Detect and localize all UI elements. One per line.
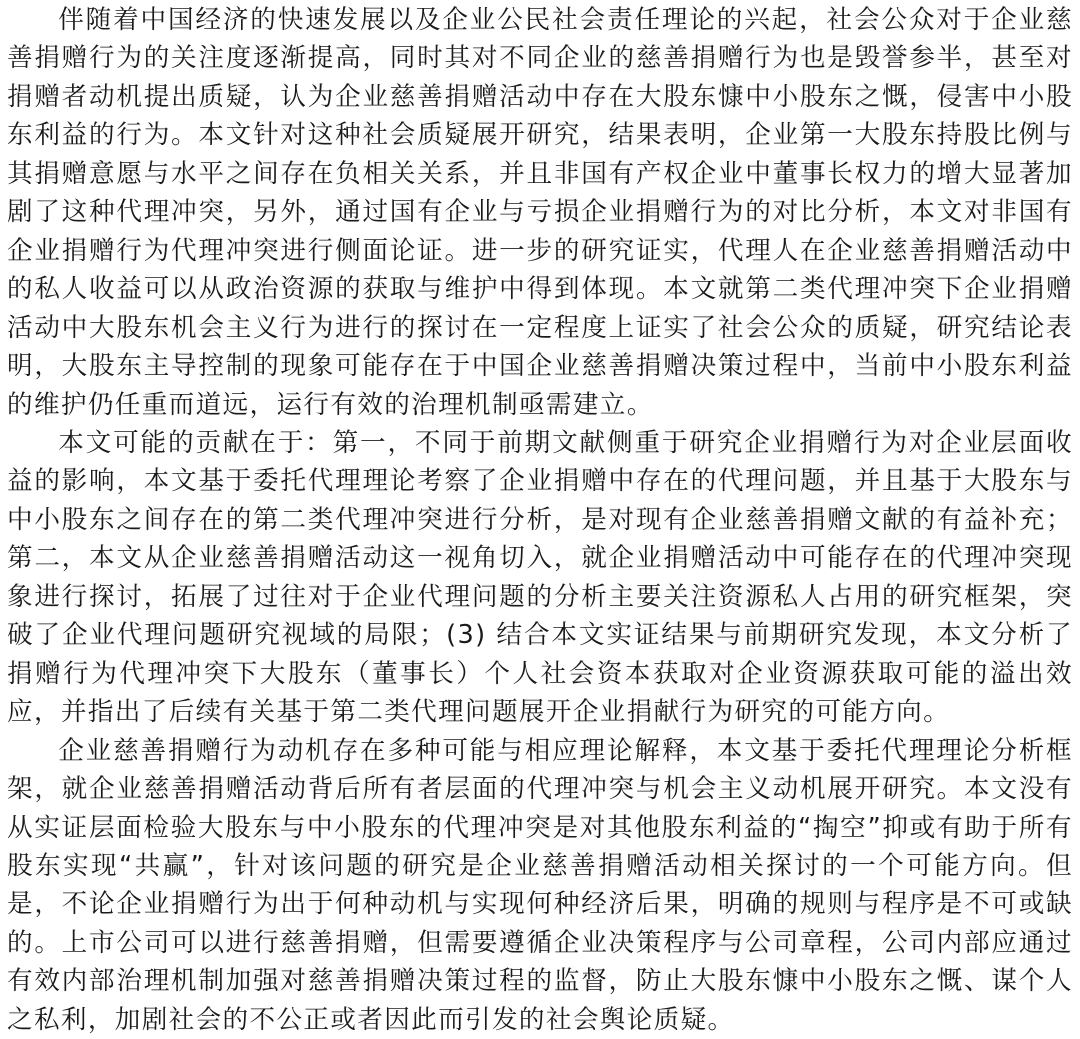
document-body [7,1,1073,1039]
paragraph-contributions: 本文可能的贡献在于：第一，不同于前期文献侧重于研究企业捐赠行为对企业层面收益的影响，本文基于委托代理理论考察了企业捐赠中存在的代理问题，并且基于大股东与中小股东之间存在的第二类代理冲突进行分析，是对现有企业慈善捐赠文献的有益补充；第二，本文从企业慈善捐赠活动这一视角切入，就企业捐赠活动中可能存在的代理冲突现象进行探讨，拓展了过往对于企业代理问题的分析主要关注资源私人占用的研究框架，突破了企业代理问题研究视域的局限；(3) 结合本文实证结果与前期研究发现，本文分析了捐赠行为代理冲突下大股东（董事长）个人社会资本获取对企业资源获取可能的溢出效应，并指出了后续有关基于第二类代理问题展开企业捐献行为研究的可能方向。 [7,427,1073,728]
paragraph-limitations-implications: 企业慈善捐赠行为动机存在多种可能与相应理论解释，本文基于委托代理理论分析框架，就企业慈善捐赠活动背后所有者层面的代理冲突与机会主义动机展开研究。本文没有从实证层面检验大股东与中小股东的代理冲突是对其他股东利益的“掏空”抑或有助于所有股东实现“共赢”，针对该问题的研究是企业慈善捐赠活动相关探讨的一个可能方向。但是，不论企业捐赠行为出于何种动机与实现何种经济后果，明确的规则与程序是不可或缺的。上市公司可以进行慈善捐赠，但需要遵循企业决策程序与公司章程，公司内部应通过有效内部治理机制加强对慈善捐赠决策过程的监督，防止大股东慷中小股东之慨、谋个人之私利，加剧社会的不公正或者因此而引发的社会舆论质疑。 [7,735,1073,1035]
paragraph-background-findings: 伴随着中国经济的快速发展以及企业公民社会责任理论的兴起，社会公众对于企业慈善捐赠行为的关注度逐渐提高，同时其对不同企业的慈善捐赠行为也是毁誉参半，甚至对捐赠者动机提出质疑，认为企业慈善捐赠活动中存在大股东慷中小股东之慨，侵害中小股东利益的行为。本文针对这种社会质疑展开研究，结果表明，企业第一大股东持股比例与其捐赠意愿与水平之间存在负相关关系，并且非国有产权企业中董事长权力的增大显著加剧了这种代理冲突，另外，通过国有企业与亏损企业捐赠行为的对比分析，本文对非国有企业捐赠行为代理冲突进行侧面论证。进一步的研究证实，代理人在企业慈善捐赠活动中的私人收益可以从政治资源的获取与维护中得到体现。本文就第二类代理冲突下企业捐赠活动中大股东机会主义行为进行的探讨在一定程度上证实了社会公众的质疑，研究结论表明，大股东主导控制的现象可能存在于中国企业慈善捐赠决策过程中，当前中小股东利益的维护仍任重而道远，运行有效的治理机制亟需建立。 [7,5,1073,420]
